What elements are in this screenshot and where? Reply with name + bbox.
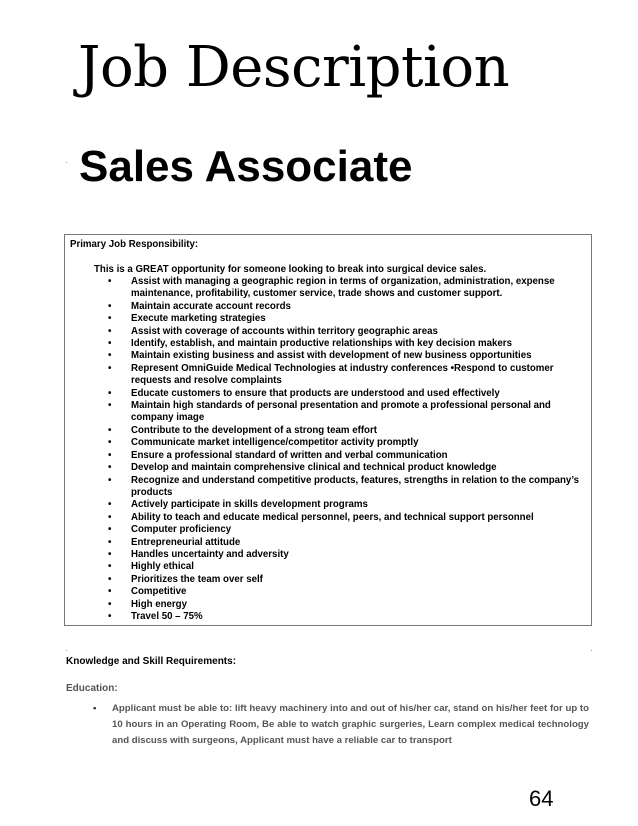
bullet-icon: • xyxy=(108,511,112,523)
responsibility-item-text: Actively participate in skills development programs xyxy=(131,499,368,511)
responsibility-item-text: Develop and maintain comprehensive clinical and technical product knowledge xyxy=(131,462,497,474)
responsibility-intro: This is a GREAT opportunity for someone looking to break into surgical device sales. xyxy=(94,264,487,275)
bullet-icon: • xyxy=(108,449,112,461)
responsibility-item-text: Entrepreneurial attitude xyxy=(131,536,241,548)
bullet-icon: • xyxy=(108,400,112,412)
responsibility-item-text: Assist with managing a geographic region in terms of organization, administration, expense maintenance, profitability, customer service, trade shows and customer support. xyxy=(131,276,555,300)
education-item-text: Applicant must be able to: lift heavy machinery into and out of his/her car, stand on his/her feet for up to 10 hours in an Operating Room, Be able to watch graphic surgeries, Learn complex medical technology and discuss with surgeons, Applicant must have a reliable car to transport xyxy=(112,703,589,746)
job-title: Sales Associate xyxy=(79,142,413,191)
stray-dot xyxy=(591,650,592,651)
responsibility-item-text: High energy xyxy=(131,598,187,610)
responsibility-item xyxy=(94,549,588,561)
responsibility-item xyxy=(94,437,588,449)
primary-responsibility-label: Primary Job Responsibility: xyxy=(70,239,199,250)
responsibility-item-text: Travel 50 – 75% xyxy=(131,610,203,622)
responsibility-item xyxy=(94,425,588,437)
stray-dot xyxy=(66,162,67,163)
bullet-icon: • xyxy=(108,536,112,548)
bullet-icon: • xyxy=(108,561,112,573)
responsibility-item-text: Communicate market intelligence/competitor activity promptly xyxy=(131,437,419,449)
responsibility-item-text: Represent OmniGuide Medical Technologies at industry conferences •Respond to customer requests and resolve complaints xyxy=(131,362,554,387)
responsibility-item-text: Prioritizes the team over self xyxy=(131,573,263,585)
responsibility-item-text: Execute marketing strategies xyxy=(131,313,266,325)
responsibility-item xyxy=(94,363,588,388)
responsibility-item xyxy=(94,338,588,350)
bullet-icon: • xyxy=(108,548,112,560)
bullet-icon: • xyxy=(108,362,112,374)
responsibility-item xyxy=(94,524,588,536)
bullet-icon: • xyxy=(108,313,112,325)
responsibility-item xyxy=(94,561,588,573)
document-title: Job Description xyxy=(78,35,510,100)
responsibility-item xyxy=(94,462,588,474)
responsibility-item-text: Computer proficiency xyxy=(131,524,232,536)
education-heading: Education: xyxy=(66,683,118,694)
bullet-icon: • xyxy=(108,437,112,449)
bullet-icon: • xyxy=(108,524,112,536)
primary-responsibility-box xyxy=(64,234,592,626)
bullet-icon: • xyxy=(108,350,112,362)
stray-dot xyxy=(66,650,67,651)
responsibility-item xyxy=(94,499,588,511)
responsibility-item xyxy=(94,450,588,462)
page-number: 64 xyxy=(529,786,554,811)
responsibility-item xyxy=(94,475,588,500)
responsibility-item-text: Ability to teach and educate medical personnel, peers, and technical support personnel xyxy=(131,511,534,523)
education-item xyxy=(93,701,589,749)
bullet-icon: • xyxy=(93,703,97,714)
responsibility-item xyxy=(94,599,588,611)
responsibility-item-text: Educate customers to ensure that products are understood and used effectively xyxy=(131,387,500,399)
responsibility-item-text: Ensure a professional standard of written and verbal communication xyxy=(131,449,448,461)
bullet-icon: • xyxy=(108,300,112,312)
responsibility-item-text: Handles uncertainty and adversity xyxy=(131,548,289,560)
bullet-icon: • xyxy=(108,338,112,350)
bullet-icon: • xyxy=(108,610,112,622)
responsibility-item-text: Contribute to the development of a strong team effort xyxy=(131,424,377,436)
bullet-icon: • xyxy=(108,276,112,287)
responsibility-item xyxy=(94,512,588,524)
responsibility-item xyxy=(94,586,588,598)
responsibility-item xyxy=(94,388,588,400)
bullet-icon: • xyxy=(108,462,112,474)
knowledge-skill-heading: Knowledge and Skill Requirements: xyxy=(66,656,237,667)
responsibility-item-text: Maintain existing business and assist with development of new business opportunities xyxy=(131,350,532,362)
bullet-icon: • xyxy=(108,573,112,585)
responsibility-item xyxy=(94,350,588,362)
bullet-icon: • xyxy=(108,598,112,610)
responsibility-item xyxy=(94,537,588,549)
responsibility-item-text: Assist with coverage of accounts within territory geographic areas xyxy=(131,325,438,337)
responsibility-item xyxy=(94,301,588,313)
responsibility-item-text: Identify, establish, and maintain productive relationships with key decision makers xyxy=(131,338,512,350)
bullet-icon: • xyxy=(108,325,112,337)
responsibility-item xyxy=(94,611,588,623)
bullet-icon: • xyxy=(108,387,112,399)
responsibility-item xyxy=(94,400,588,425)
responsibility-list xyxy=(94,276,588,623)
bullet-icon: • xyxy=(108,474,112,486)
responsibility-item xyxy=(94,574,588,586)
responsibility-item xyxy=(94,313,588,325)
responsibility-item-text: Recognize and understand competitive products, features, strengths in relation to the company’s products xyxy=(131,474,580,498)
responsibility-item-text: Competitive xyxy=(131,586,187,598)
bullet-icon: • xyxy=(108,586,112,598)
responsibility-item-text: Highly ethical xyxy=(131,561,194,573)
responsibility-item-text: Maintain accurate account records xyxy=(131,300,291,312)
bullet-icon: • xyxy=(108,499,112,511)
responsibility-item xyxy=(94,276,588,301)
responsibility-item-text: Maintain high standards of personal presentation and promote a professional personal and company image xyxy=(131,400,551,424)
responsibility-item xyxy=(94,326,588,338)
bullet-icon: • xyxy=(108,424,112,436)
